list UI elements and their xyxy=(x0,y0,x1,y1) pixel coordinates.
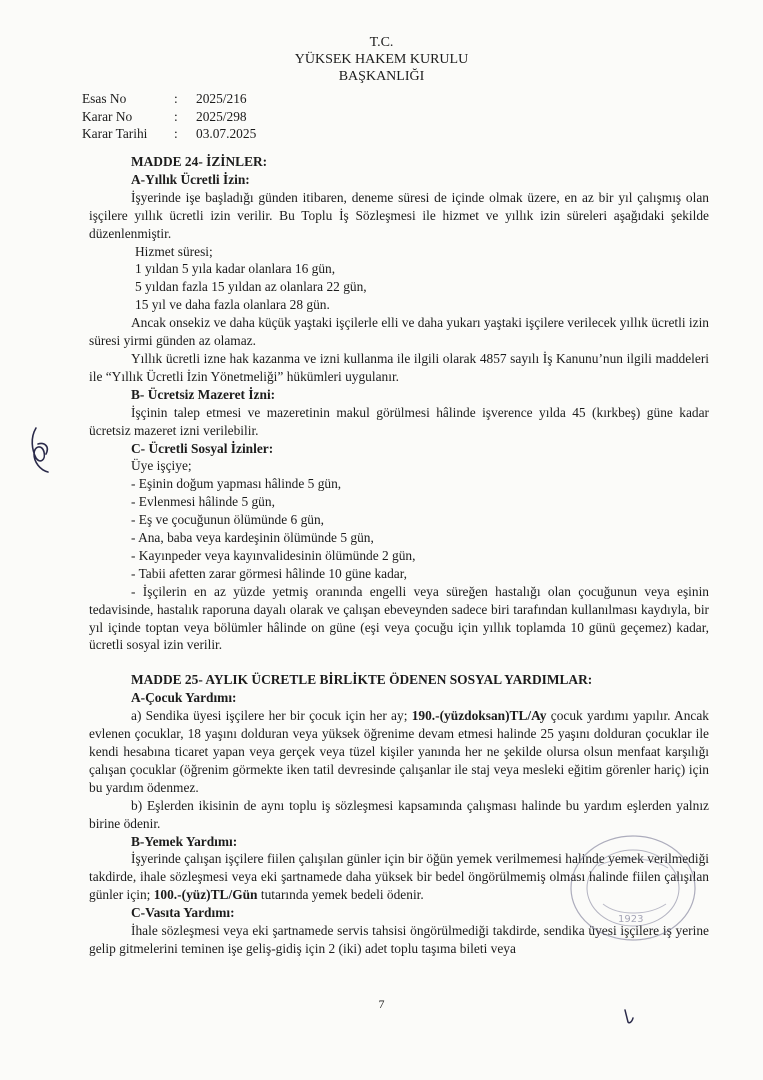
section-gap xyxy=(89,654,709,671)
social-leave-item: - Eş ve çocuğunun ölümünde 6 gün, xyxy=(131,512,325,528)
document-header xyxy=(0,34,763,85)
annual-leave-heading: A-Yıllık Ücretli İzin: xyxy=(131,171,250,187)
child-allowance-text-post: çocuk yardımı yapılır. Ancak evlenen çocuklar, 18 yaşını dolduran veya yüksek öğrenime devam etmesi halinde 25 yaşını dolduran çocuklar ile kendi hesabına ticaret yapan veya gerçek veya tüzel kişiler yanında her ne şekilde olursa olsun menfaat karşılığı çalışan çocuklar (öğrenim görmekte iken tatil devresinde çalışanlar ile staj veya mesleki eğitim görenler hariç) için bu yardım ödenmez. xyxy=(89,708,709,795)
service-period-item: 15 yıl ve daha fazla olanlara 28 gün. xyxy=(135,297,330,313)
spouse-allowance-paragraph: b) Eşlerden ikisinin de aynı toplu iş sözleşmesi kapsamında çalışması halinde bu yardım eşlerden yalnız birine ödenir. xyxy=(89,797,709,831)
service-period-item: 1 yıldan 5 yıla kadar olanlara 16 gün, xyxy=(135,261,336,277)
esas-row xyxy=(82,90,256,108)
transport-allowance-heading: C-Vasıta Yardımı: xyxy=(131,905,235,921)
karar-row xyxy=(82,108,256,126)
meal-allowance-paragraph xyxy=(89,850,709,904)
member-intro: Üye işçiye; xyxy=(131,458,192,474)
social-leave-item: - Kayınpeder veya kayınvalidesinin ölümünde 2 gün, xyxy=(131,547,416,563)
social-leave-item: - Ana, baba veya kardeşinin ölümünde 5 gün, xyxy=(131,530,374,546)
page-number: 7 xyxy=(378,997,385,1011)
meal-allowance-text-post: tutarında yemek bedeli ödenir. xyxy=(257,887,424,903)
service-period-item: 5 yıldan fazla 15 yıldan az olanlara 22 gün, xyxy=(135,279,367,295)
disabled-child-leave-paragraph: - İşçilerin en az yüzde yetmiş oranında engelli veya süreğen hastalığı olan çocuğunun veya eşinin tedavisinde, hastalık raporuna dayalı olarak ve çalışan ebeveynden sadece biri tarafından kullanılması kaydıyla, bir yıl içinde toptan veya bölümler hâlinde on güne (eşi veya çocuğu için yıllık toplamda 10 günü geçemez) kadar, ücretli sosyal izin verilir. xyxy=(89,583,709,653)
child-allowance-amount: 190.-(yüzdoksan)TL/Ay xyxy=(411,708,547,724)
unpaid-leave-heading: B- Ücretsiz Mazeret İzni: xyxy=(131,386,276,402)
stamp-year-text: 1923 xyxy=(618,914,644,925)
meal-allowance-amount: 100.-(yüz)TL/Gün xyxy=(153,887,258,903)
karar-separator: : xyxy=(174,108,178,124)
karar-value: 2025/298 xyxy=(196,108,247,124)
karar-label: Karar No xyxy=(82,108,133,124)
tarih-label: Karar Tarihi xyxy=(82,126,148,141)
annual-leave-paragraph: İşyerinde işe başladığı günden itibaren, deneme süresi de içinde olmak üzere, en az bir yıl çalışmış olan işçilere yıllık ücretli izin verilir. Bu Toplu İş Sözleşmesi ile hizmet ve yıllık izin süreleri aşağıdaki şekilde düzenlenmiştir. xyxy=(89,189,709,241)
article-24-title: MADDE 24- İZİNLER: xyxy=(131,154,268,169)
article-25-title: MADDE 25- AYLIK ÜCRETLE BİRLİKTE ÖDENEN SOSYAL YARDIMLAR: xyxy=(131,672,593,688)
esas-value: 2025/216 xyxy=(196,91,247,106)
esas-separator: : xyxy=(174,91,178,106)
header-line-tc: T.C. xyxy=(369,35,394,50)
tarih-row xyxy=(82,125,256,143)
child-allowance-paragraph xyxy=(89,707,709,797)
header-line-presidency: BAŞKANLIĞI xyxy=(338,69,425,84)
child-allowance-heading: A-Çocuk Yardımı: xyxy=(131,690,237,706)
child-allowance-text-pre: a) Sendika üyesi işçilere her bir çocuk için her ay; xyxy=(131,708,412,724)
age-exception-paragraph: Ancak onsekiz ve daha küçük yaştaki işçilerle elli ve daha yukarı yaştaki işçilere verilecek yıllık ücretli izin süresi yirmi günden az olamaz. xyxy=(89,315,709,349)
social-leave-item: - Tabii afetten zarar görmesi hâlinde 10 güne kadar, xyxy=(131,565,408,581)
document-body xyxy=(89,153,709,958)
case-metadata xyxy=(82,90,256,143)
meal-allowance-heading: B-Yemek Yardımı: xyxy=(131,833,238,849)
social-leave-item: - Evlenmesi hâlinde 5 gün, xyxy=(131,494,275,510)
paid-social-leave-heading: C- Ücretli Sosyal İzinler: xyxy=(131,440,274,456)
header-line-institution: YÜKSEK HAKEM KURULU xyxy=(294,52,469,67)
handwritten-initial-mark xyxy=(26,424,56,476)
tarih-value: 03.07.2025 xyxy=(196,126,257,141)
service-period-intro: Hizmet süresi; xyxy=(135,243,213,259)
tarih-separator: : xyxy=(174,126,178,141)
transport-allowance-paragraph: İhale sözleşmesi veya eki şartnamede servis tahsisi öngörülmediği takdirde, sendika üyesi işçilere iş yerine gelip gitmelerini teminen işe geliş-gidiş için 2 (iki) adet toplu taşıma bileti veya xyxy=(89,923,709,956)
unpaid-leave-paragraph: İşçinin talep etmesi ve mazeretinin makul görülmesi hâlinde işverence yılda 45 (kırkbeş) güne kadar ücretsiz mazeret izni verilebilir. xyxy=(89,404,709,438)
esas-label: Esas No xyxy=(82,91,127,106)
meal-allowance-text-pre: İşyerinde çalışan işçilere fiilen çalışılan günler için bir öğün yemek verilmemesi halinde yemek verilmediği takdirde, ihale sözleşmesi veya eki şartnamede daha yüksek bir bedel öngörülmemiş olması halinde fiilen çalışılan günler için; xyxy=(89,851,709,903)
labor-law-paragraph: Yıllık ücretli izne hak kazanma ve izni kullanma ile ilgili olarak 4857 sayılı İş Kanunu’nun ilgili maddeleri ile “Yıllık Ücretli İzin Yönetmeliği” hükümleri uygulanır. xyxy=(89,350,709,384)
social-leave-item: - Eşinin doğum yapması hâlinde 5 gün, xyxy=(131,476,342,492)
